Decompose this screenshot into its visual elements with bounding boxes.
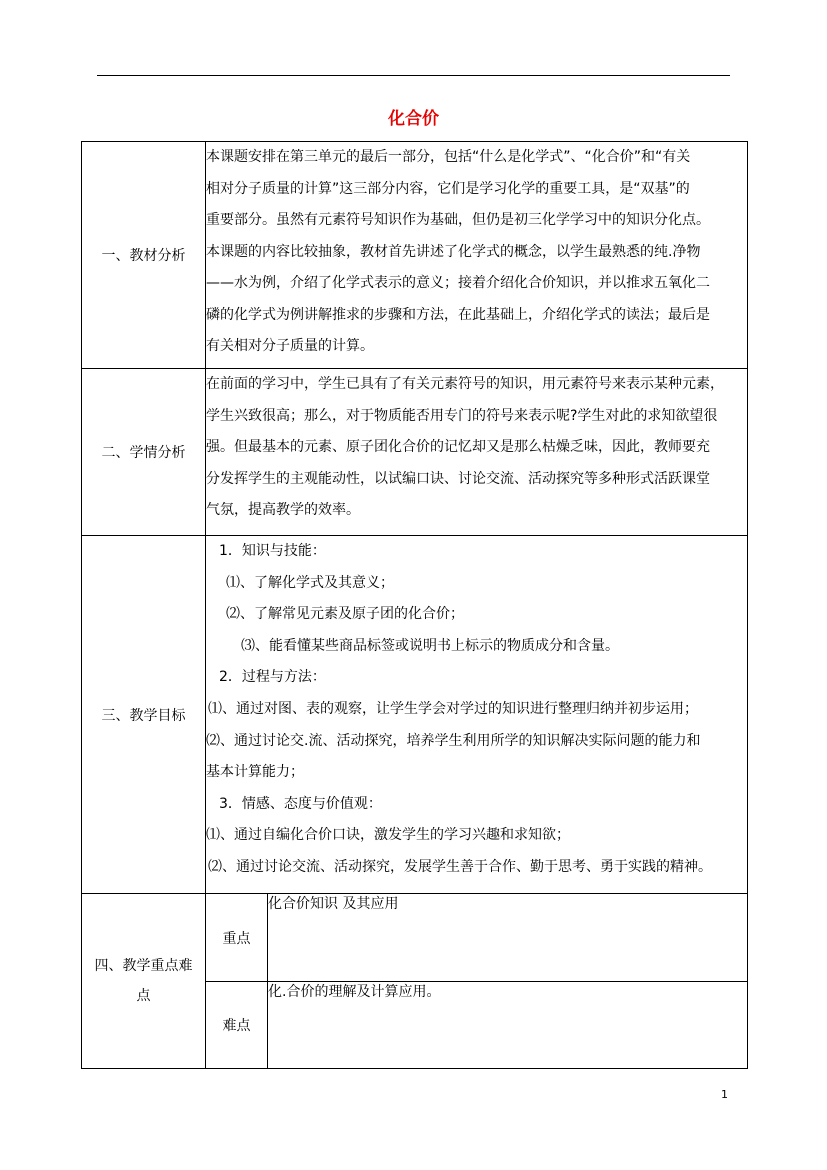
text-line: 学生兴致很高；那么，对于物质能否用专门的符号来表示呢?学生对此的求知欲望很 xyxy=(206,407,718,424)
lesson-plan-table xyxy=(81,141,748,1069)
text-line: 本课题安排在第三单元的最后一部分，包括“什么是化学式”、“化合价”和“有关 xyxy=(206,149,691,165)
section-content xyxy=(206,142,748,369)
text-line: 磷的化学式为例讲解推求的步骤和方法，在此基础上，介绍化学式的读法；最后是 xyxy=(206,306,710,323)
text-line: 1．知识与技能： xyxy=(219,543,326,559)
table-row xyxy=(82,894,748,982)
section-content xyxy=(206,369,748,536)
text-line: ⑴、了解化学式及其意义； xyxy=(226,574,394,591)
text-line: ⑶、能看懂某些商品标签或说明书上标示的物质成分和含量。 xyxy=(241,637,619,654)
text-line: 本课题的内容比较抽象，教材首先讲述了化学式的概念，以学生最熟悉的纯.净物 xyxy=(206,243,701,260)
text-line: 2．过程与方法： xyxy=(219,669,326,686)
difficulty-label: 难点 xyxy=(206,982,268,1069)
section-label xyxy=(82,894,206,1069)
key-point-text: 化合价知识 及其应用 xyxy=(268,894,748,982)
table-row xyxy=(82,142,748,369)
text-line: ⑵、通过讨论交流、活动探究，发展学生善于合作、勤于思考、勇于实践的精神。 xyxy=(208,858,712,875)
text-line: 基本计算能力； xyxy=(206,764,304,781)
text-line: 在前面的学习中，学生已具有了有关元素符号的知识，用元素符号来表示某种元素， xyxy=(206,376,724,392)
difficulty-text: 化.合价的理解及计算应用。 xyxy=(268,982,748,1069)
section-label-line: 点 xyxy=(136,988,151,1004)
table-row xyxy=(82,369,748,536)
section-label: 三、教学目标 xyxy=(82,536,206,894)
text-line: 气氛，提高教学的效率。 xyxy=(206,502,360,518)
key-point-label: 重点 xyxy=(206,894,268,982)
section-content xyxy=(206,536,748,894)
text-line: 重要部分。虽然有元素符号知识作为基础，但仍是初三化学学习中的知识分化点。 xyxy=(206,212,710,228)
page-number: 1 xyxy=(721,1088,728,1101)
table-row xyxy=(82,536,748,894)
text-line: 相对分子质量的计算”这三部分内容，它们是学习化学的重要工具，是“双基”的 xyxy=(206,180,690,197)
text-line: ⑴、通过对图、表的观察，让学生学会对学过的知识进行整理归纳并初步运用； xyxy=(208,700,698,717)
section-label-line: 四、教学重点难 xyxy=(94,958,193,974)
text-line: ⑵、了解常见元素及原子团的化合价； xyxy=(226,606,464,623)
text-line: ⑴、通过自编化合价口诀，激发学生的学习兴趣和求知欲； xyxy=(206,827,570,844)
text-line: ——水为例，介绍了化学式表示的意义；接着介绍化合价知识，并以推求五氧化二 xyxy=(206,275,710,291)
section-label: 一、教材分析 xyxy=(82,142,206,369)
text-line: 3．情感、态度与价值观： xyxy=(219,795,382,812)
text-line: 有关相对分子质量的计算。 xyxy=(206,338,374,354)
text-line: 分发挥学生的主观能动性，以试编口诀、讨论交流、活动探究等多种形式活跃课堂 xyxy=(206,470,710,487)
text-line: ⑵、通过讨论交.流、活动探究，培养学生利用所学的知识解决实际问题的能力和 xyxy=(206,732,701,749)
section-label: 二、学情分析 xyxy=(82,369,206,536)
text-line: 强。但最基本的元素、原子团化合价的记忆却又是那么枯燥乏味，因此，教师要充 xyxy=(206,439,710,455)
header-rule xyxy=(97,75,730,76)
page-title: 化合价 xyxy=(388,109,439,129)
